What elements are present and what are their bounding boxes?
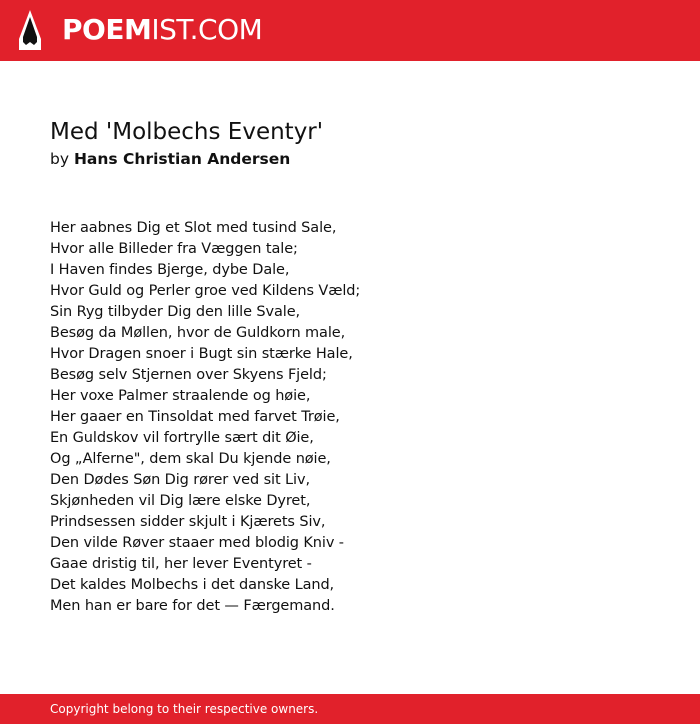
by-prefix: by — [50, 150, 70, 168]
poem-line: Her voxe Palmer straalende og høie, — [50, 388, 311, 404]
poem-author: Hans Christian Andersen — [73, 150, 291, 168]
poem-line: Besøg da Møllen, hvor de Guldkorn male, — [50, 325, 346, 341]
poem-line: Det kaldes Molbechs i det danske Land, — [50, 577, 335, 593]
poem-line: Skjønheden vil Dig lære elske Dyret, — [50, 493, 311, 509]
poem-line: Den Dødes Søn Dig rører ved sit Liv, — [50, 472, 310, 488]
logo-bold-text: POEM — [62, 13, 152, 46]
poem-line: Sin Ryg tilbyder Dig den lille Svale, — [50, 304, 301, 320]
poem-line: Besøg selv Stjernen over Skyens Fjeld; — [50, 367, 327, 383]
poem-byline — [50, 148, 650, 170]
copyright-notice: Copyright belong to their respective owners. — [50, 702, 319, 716]
poem-line: En Guldskov vil fortrylle sært dit Øie, — [50, 430, 314, 446]
poem-line: Her gaaer en Tinsoldat med farvet Trøie, — [50, 409, 340, 425]
poem-heading — [50, 116, 650, 170]
poem-line: Her aabnes Dig et Slot med tusind Sale, — [50, 220, 337, 236]
poem-line: Men han er bare for det — Færgemand. — [50, 598, 335, 614]
poem-line: Hvor alle Billeder fra Væggen tale; — [50, 241, 298, 257]
poem-line: Hvor Dragen snoer i Bugt sin stærke Hale, — [50, 346, 353, 362]
poem-line: Den vilde Røver staaer med blodig Kniv - — [50, 535, 344, 551]
site-header — [0, 0, 700, 61]
pen-nib-logo-icon[interactable] — [17, 9, 43, 51]
site-logo[interactable] — [62, 13, 262, 47]
poem-title: Med 'Molbechs Eventyr' — [50, 119, 324, 145]
poem-line: Og „Alferne", dem skal Du kjende nøie, — [50, 451, 331, 467]
poem-line: Hvor Guld og Perler groe ved Kildens Væld; — [50, 283, 361, 299]
logo-light-text: IST.COM — [151, 13, 263, 46]
site-footer — [0, 694, 700, 724]
poem-line: Prindsessen sidder skjult i Kjærets Siv, — [50, 514, 326, 530]
poem-body — [50, 218, 650, 617]
poem-line: Gaae dristig til, her lever Eventyret - — [50, 556, 312, 572]
poem-line: I Haven findes Bjerge, dybe Dale, — [50, 262, 290, 278]
